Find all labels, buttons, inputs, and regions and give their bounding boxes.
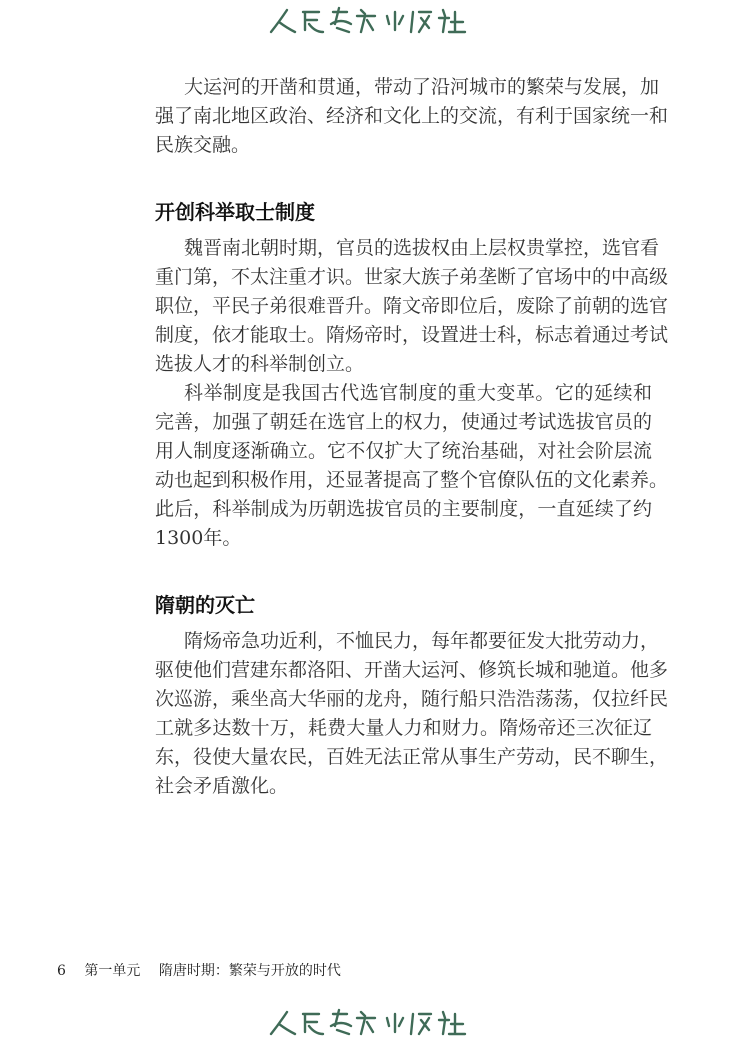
body-text-line: 工就多达数十万，耗费大量人力和财力。隋炀帝还三次征辽 [155,717,652,739]
body-text-line: 大运河的开凿和贯通，带动了沿河城市的繁荣与发展，加 [184,76,660,98]
body-text-line: 魏晋南北朝时期，官员的选拔权由上层权贵掌控，选官看 [184,237,660,259]
calligraphy-logo-icon [265,2,475,38]
body-text-line: 选拔人才的科举制创立。 [155,353,365,375]
body-text-line: 职位，平民子弟很难晋升。隋文帝即位后，废除了前朝的选官 [155,295,669,317]
section-heading-keju: 开创科举取士制度 [155,200,315,224]
body-text-line: 完善，加强了朝廷在选官上的权力，使通过考试选拔官员的 [155,411,652,433]
body-text-line: 东，役使大量农民，百姓无法正常从事生产劳动，民不聊生， [155,746,669,768]
section-heading-sui-fall: 隋朝的灭亡 [155,593,255,617]
body-text-line: 用人制度逐渐确立。它不仅扩大了统治基础，对社会阶层流 [155,440,652,462]
body-text-line: 动也起到积极作用，还显著提高了整个官僚队伍的文化素养。 [155,469,669,491]
body-text-line: 重门第，不太注重才识。世家大族子弟垄断了官场中的中高级 [155,266,669,288]
body-text-line: 驱使他们营建东都洛阳、开凿大运河、修筑长城和驰道。他多 [155,659,669,681]
body-text-line: 强了南北地区政治、经济和文化上的交流，有利于国家统一和 [155,105,669,127]
body-text-line: 此后，科举制成为历朝选拔官员的主要制度，一直延续了约 [155,498,652,520]
body-text-line: 次巡游，乘坐高大华丽的龙舟，随行船只浩浩荡荡，仅拉纤民 [155,688,669,710]
body-text-line: 制度，依才能取士。隋炀帝时，设置进士科，标志着通过考试 [155,324,669,346]
body-text-line: 隋炀帝急功近利，不恤民力，每年都要征发大批劳动力， [184,630,660,652]
body-text-line: 1300年。 [155,527,242,549]
body-text-line: 民族交融。 [155,134,251,156]
unit-label: 第一单元 [84,963,141,979]
page-footer [57,960,355,980]
body-text-line: 社会矛盾激化。 [155,775,289,797]
unit-title: 隋唐时期：繁荣与开放的时代 [158,963,341,979]
page-number: 6 [57,963,66,979]
publisher-logo-top [265,2,475,38]
body-text-line: 科举制度是我国古代选官制度的重大变革。它的延续和 [184,382,652,404]
publisher-logo-bottom [265,1004,475,1040]
calligraphy-logo-icon [265,1004,475,1040]
